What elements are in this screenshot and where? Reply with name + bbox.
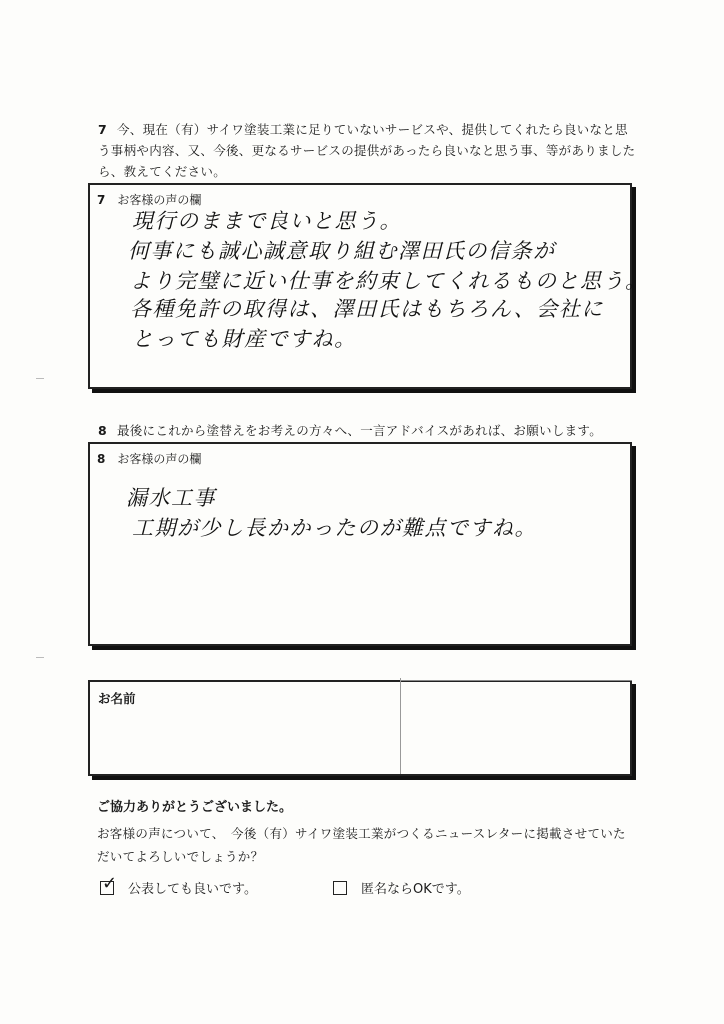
thanks-text: ご協力ありがとうございました。	[97, 800, 293, 815]
question-number: 7	[98, 122, 107, 137]
handwritten-line: より完璧に近い仕事を約束してくれるものと思う。	[130, 269, 648, 293]
option-public-label: 公表しても良いです。	[128, 882, 257, 897]
question-8	[98, 420, 638, 441]
checkbox-public[interactable]	[100, 872, 118, 895]
question-text: 最後にこれから塗替えをお考えの方々へ、一言アドバイスがあれば、お願いします。	[117, 423, 603, 438]
handwritten-line: 各種免許の取得は、澤田氏はもちろん、会社に	[130, 297, 604, 321]
answer-box-number: 8	[97, 452, 106, 466]
checkmark-icon: ✓	[102, 872, 118, 894]
name-box-divider	[400, 678, 401, 774]
answer-box-number: 7	[97, 193, 106, 207]
handwritten-line: 現行のままで良いと思う。	[132, 209, 402, 233]
handwritten-line: 工期が少し長かかったのが難点ですね。	[132, 516, 537, 540]
answer-box-8	[88, 442, 632, 646]
margin-mark	[36, 657, 44, 658]
answer-box-7	[88, 183, 648, 389]
answer-box-label: お客様の声の欄	[117, 193, 202, 207]
redaction-edge	[400, 680, 632, 681]
option-anonymous-label: 匿名ならOKです。	[361, 882, 470, 897]
question-7	[98, 119, 638, 182]
question-text: 今、現在（有）サイワ塗装工業に足りていないサービスや、提供してくれたら良いなと思う事柄や内容、又、今後、更なるサービスの提供があったら良いなと思う事、等がありましたら、教えてください。	[98, 122, 636, 179]
name-label: お名前	[98, 691, 136, 706]
answer-box-label: お客様の声の欄	[117, 452, 202, 466]
option-anonymous[interactable]	[333, 878, 470, 897]
answer-box-header	[97, 450, 201, 467]
checkbox-anonymous[interactable]	[333, 881, 347, 895]
name-box	[88, 680, 632, 776]
handwritten-line: 何事にも誠心誠意取り組む澤田氏の信条が	[128, 239, 556, 263]
question-number: 8	[98, 423, 107, 438]
option-public[interactable]	[100, 872, 257, 897]
handwritten-line: 漏水工事	[126, 486, 216, 510]
publication-note: お客様の声について、 今後（有）サイワ塗装工業がつくるニュースレターに掲載させていただいてよろしいでしょうか？	[97, 826, 626, 864]
handwritten-line: とっても財産ですね。	[132, 327, 357, 351]
margin-mark	[36, 378, 44, 379]
